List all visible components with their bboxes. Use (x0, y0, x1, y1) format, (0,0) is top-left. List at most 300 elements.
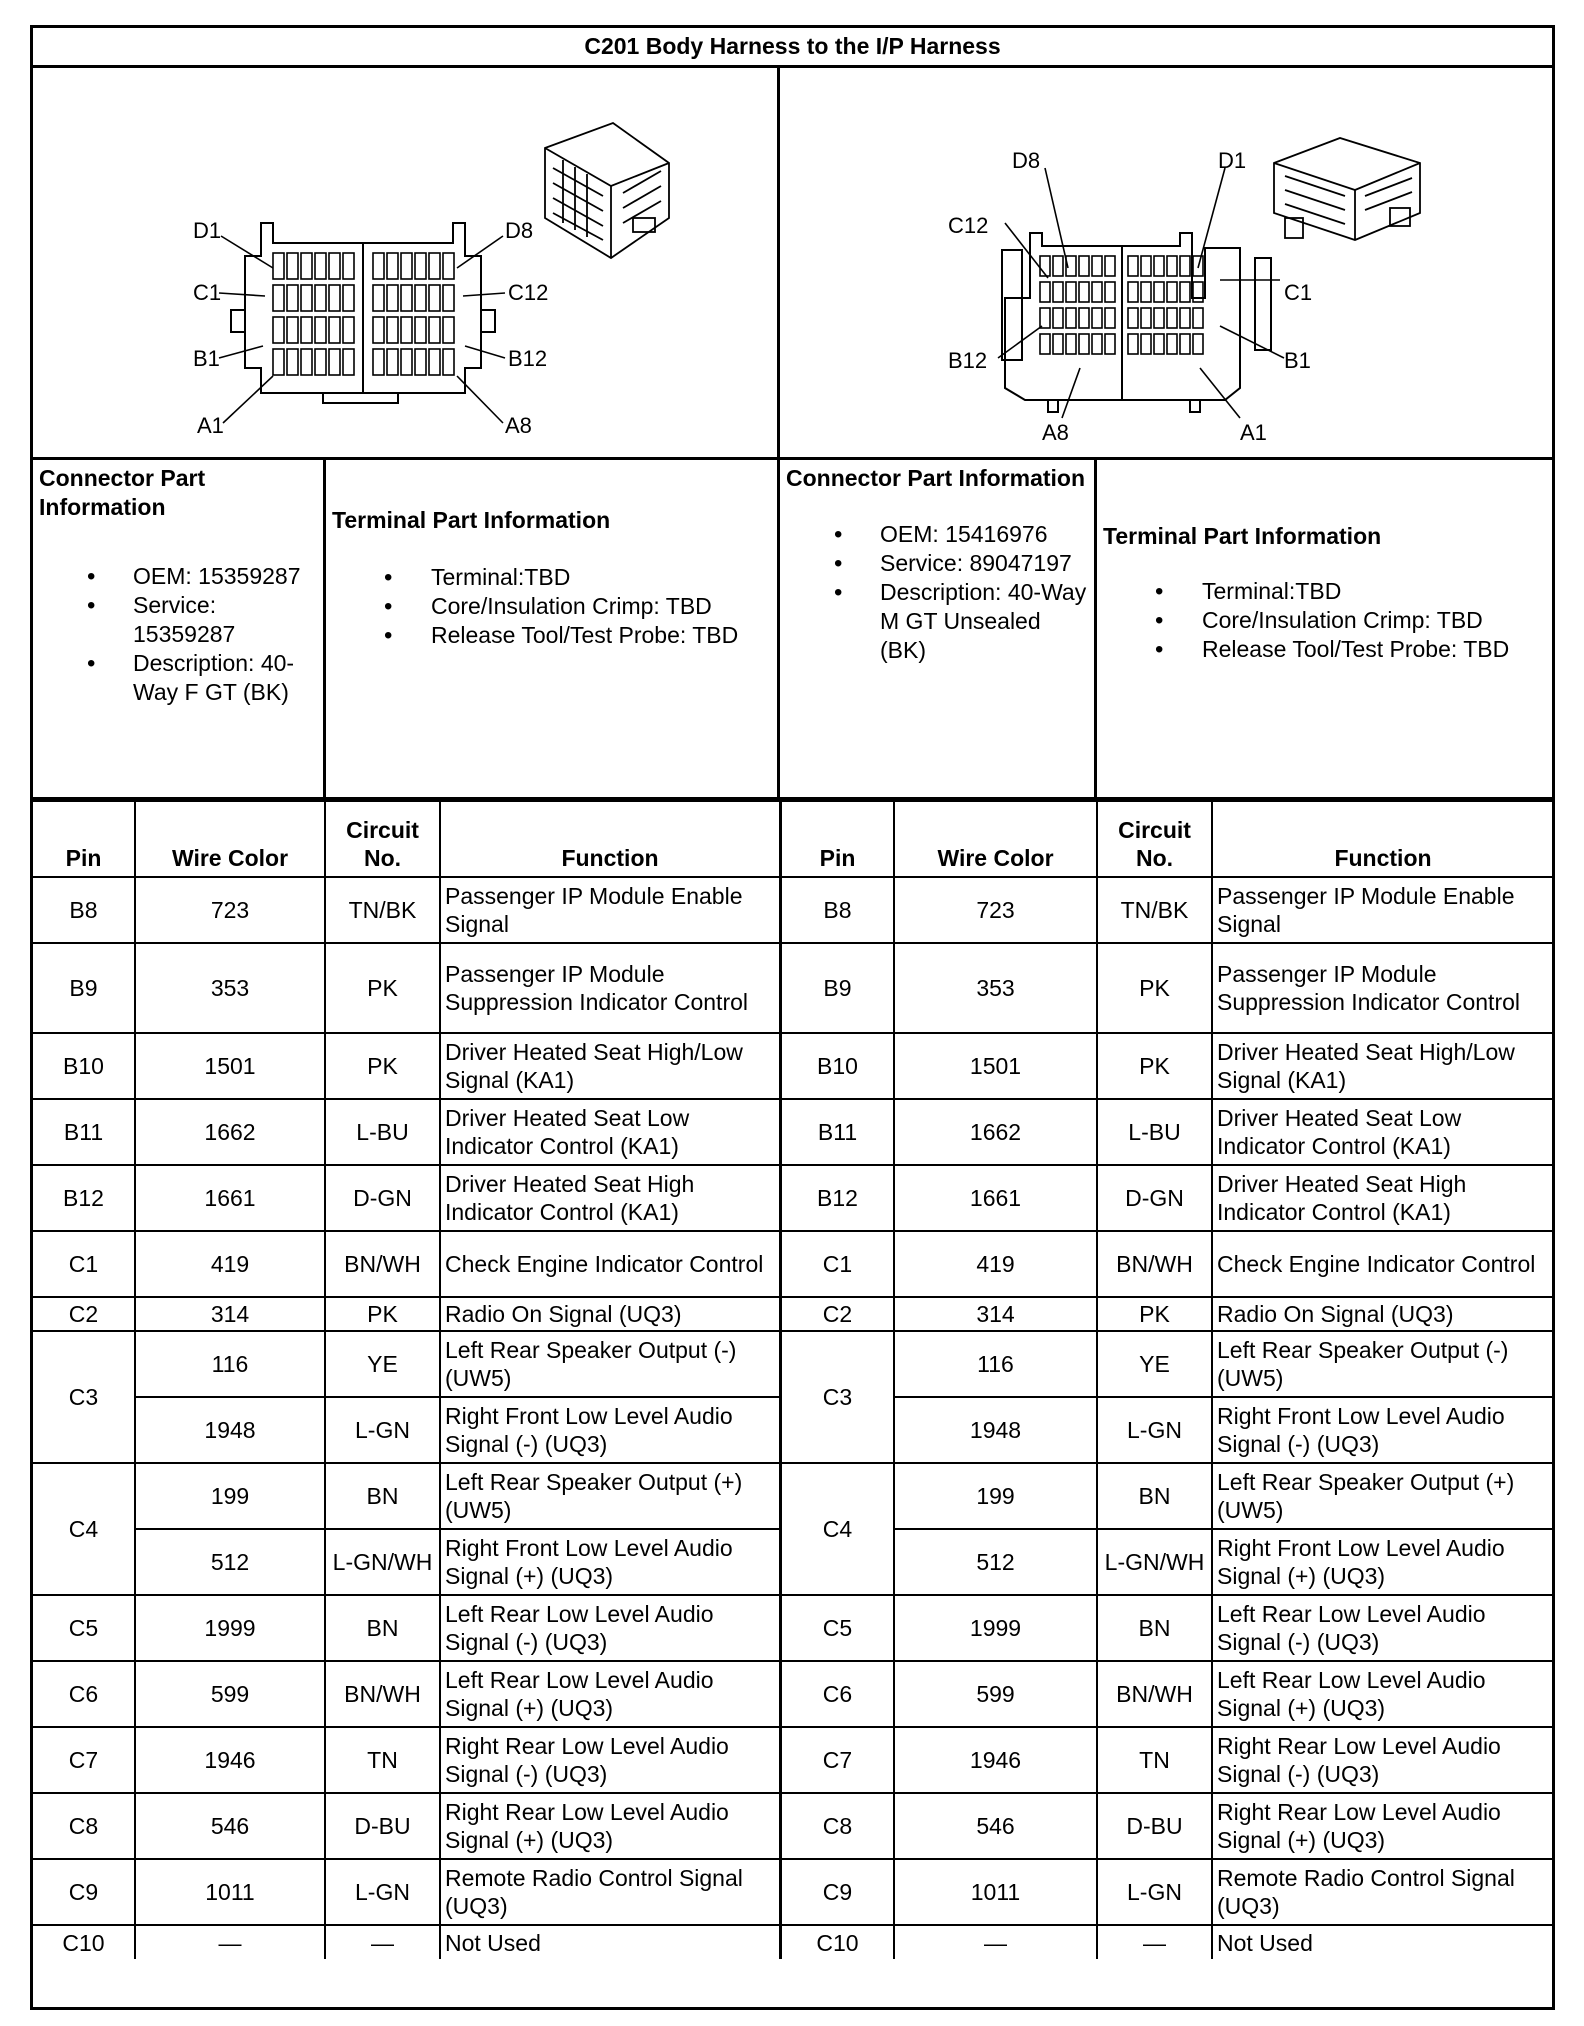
cavity (1128, 256, 1138, 276)
circuit-cell: L-GN (325, 1859, 440, 1925)
cavity (387, 253, 398, 279)
cavity (443, 253, 454, 279)
pin-cell: C5 (33, 1595, 135, 1661)
right-label-b1: B1 (1284, 348, 1311, 373)
cavity (415, 285, 426, 311)
table-row (781, 1165, 1553, 1231)
pin-cell: C2 (33, 1297, 135, 1331)
function-cell: Right Front Low Level Audio Signal (-) (UQ3) (440, 1397, 780, 1463)
cavity (429, 285, 440, 311)
function-cell: Driver Heated Seat Low Indicator Control (KA1) (440, 1099, 780, 1165)
column-header-circuit-no: Circuit No. (1097, 801, 1212, 877)
cavity (1128, 308, 1138, 328)
table-row (33, 943, 780, 1033)
circuit-cell: TN (1097, 1727, 1212, 1793)
cavity (1193, 308, 1203, 328)
left-connector-list (33, 562, 323, 707)
function-cell: Driver Heated Seat High Indicator Control (KA1) (440, 1165, 780, 1231)
cavity (1040, 334, 1050, 354)
right-terminal-header: Terminal Part Information (1103, 523, 1382, 549)
table-row (33, 1165, 780, 1231)
cavity (273, 317, 284, 343)
cavity (401, 349, 412, 375)
column-header-pin: Pin (781, 801, 894, 877)
cavity (315, 317, 326, 343)
cavity (415, 253, 426, 279)
pin-cell: C3 (781, 1331, 894, 1463)
function-cell: Left Rear Speaker Output (-) (UW5) (1212, 1331, 1553, 1397)
function-cell: Right Front Low Level Audio Signal (+) (UQ3) (1212, 1529, 1553, 1595)
right-label-d1: D1 (1218, 148, 1247, 173)
table-row (33, 1727, 780, 1793)
function-cell: Right Rear Low Level Audio Signal (-) (UQ3) (1212, 1727, 1553, 1793)
cavity (315, 349, 326, 375)
function-cell: Left Rear Low Level Audio Signal (+) (UQ3) (440, 1661, 780, 1727)
wire-color-cell: 314 (135, 1297, 325, 1331)
list-item: • OEM: 15416976 (780, 520, 1094, 549)
wire-color-cell: 1946 (135, 1727, 325, 1793)
function-cell: Right Rear Low Level Audio Signal (+) (UQ3) (1212, 1793, 1553, 1859)
wire-color-cell: 546 (135, 1793, 325, 1859)
wire-color-cell: 314 (894, 1297, 1097, 1331)
cavity (373, 253, 384, 279)
pin-cell: C6 (781, 1661, 894, 1727)
function-cell: Left Rear Low Level Audio Signal (-) (UQ3) (440, 1595, 780, 1661)
cavity (1141, 308, 1151, 328)
cavity (1066, 334, 1076, 354)
circuit-cell: D-GN (1097, 1165, 1212, 1231)
pin-cell: C1 (781, 1231, 894, 1297)
wire-color-cell: 1501 (894, 1033, 1097, 1099)
list-item: • Release Tool/Test Probe: TBD (1097, 635, 1552, 664)
function-cell: Not Used (1212, 1925, 1553, 1959)
wire-color-cell: 512 (894, 1529, 1097, 1595)
table-row (781, 1925, 1553, 1959)
left-label-a1: A1 (197, 413, 224, 438)
cavity (415, 349, 426, 375)
cavity (373, 349, 384, 375)
cavity (287, 317, 298, 343)
circuit-cell: PK (1097, 1033, 1212, 1099)
pin-cell: C10 (33, 1925, 135, 1959)
pin-cell: C3 (33, 1331, 135, 1463)
function-cell: Check Engine Indicator Control (1212, 1231, 1553, 1297)
wire-color-cell: 1946 (894, 1727, 1097, 1793)
pin-cell: B8 (781, 877, 894, 943)
left-connector-diagram (33, 68, 780, 460)
left-label-d8: D8 (505, 218, 534, 243)
pin-cell: C8 (33, 1793, 135, 1859)
cavity (429, 317, 440, 343)
function-cell: Check Engine Indicator Control (440, 1231, 780, 1297)
list-item: • Core/Insulation Crimp: TBD (326, 592, 777, 621)
table-row (781, 1793, 1553, 1859)
circuit-cell: BN (1097, 1595, 1212, 1661)
cavity (1167, 308, 1177, 328)
function-cell: Passenger IP Module Enable Signal (440, 877, 780, 943)
list-item: • Terminal:TBD (326, 563, 777, 592)
right-connector-drawing (780, 68, 1552, 457)
circuit-cell: BN/WH (1097, 1231, 1212, 1297)
table-row (781, 1529, 1553, 1595)
list-item: • Description: 40-Way M GT Unsealed (BK) (780, 578, 1094, 665)
circuit-cell: YE (325, 1331, 440, 1397)
function-cell: Passenger IP Module Enable Signal (1212, 877, 1553, 943)
circuit-cell: BN (325, 1595, 440, 1661)
cavity (1092, 256, 1102, 276)
cavity (387, 317, 398, 343)
circuit-cell: YE (1097, 1331, 1212, 1397)
pin-cell: B9 (781, 943, 894, 1033)
cavity (1180, 282, 1190, 302)
table-row (33, 1661, 780, 1727)
table-row (781, 1595, 1553, 1661)
table-row (33, 1793, 780, 1859)
pin-cell: C2 (781, 1297, 894, 1331)
left-pin-table (33, 800, 781, 1959)
right-pin-table (780, 800, 1553, 1959)
pin-cell: C7 (33, 1727, 135, 1793)
list-item: • OEM: 15359287 (33, 562, 323, 591)
right-connector-list (780, 520, 1094, 665)
left-label-c12: C12 (508, 280, 549, 305)
circuit-cell: TN/BK (1097, 877, 1212, 943)
pin-cell: C7 (781, 1727, 894, 1793)
function-cell: Left Rear Speaker Output (+) (UW5) (440, 1463, 780, 1529)
circuit-cell: PK (325, 1297, 440, 1331)
table-row (33, 1529, 780, 1595)
circuit-cell: L-GN (1097, 1397, 1212, 1463)
cavity (1066, 282, 1076, 302)
circuit-cell: PK (325, 1033, 440, 1099)
table-row (33, 1397, 780, 1463)
circuit-cell: BN/WH (325, 1231, 440, 1297)
circuit-cell: BN (325, 1463, 440, 1529)
pin-cell: C1 (33, 1231, 135, 1297)
cavity (1180, 308, 1190, 328)
circuit-cell: PK (1097, 943, 1212, 1033)
cavity (1167, 256, 1177, 276)
cavity (1040, 308, 1050, 328)
right-terminal-part-info (1097, 460, 1552, 800)
function-cell: Driver Heated Seat Low Indicator Control (KA1) (1212, 1099, 1553, 1165)
wire-color-cell: 512 (135, 1529, 325, 1595)
cavity (429, 253, 440, 279)
column-header-wire-color: Wire Color (894, 801, 1097, 877)
pin-cell: C4 (33, 1463, 135, 1595)
table-row (33, 1595, 780, 1661)
table-header-row (33, 801, 780, 877)
table-row (33, 1859, 780, 1925)
pin-cell: C9 (781, 1859, 894, 1925)
circuit-cell: L-GN (1097, 1859, 1212, 1925)
wire-color-cell: 1011 (135, 1859, 325, 1925)
cavity (401, 317, 412, 343)
wire-color-cell: — (894, 1925, 1097, 1959)
column-header-function: Function (1212, 801, 1553, 877)
function-cell: Right Front Low Level Audio Signal (-) (UQ3) (1212, 1397, 1553, 1463)
function-cell: Right Rear Low Level Audio Signal (+) (UQ3) (440, 1793, 780, 1859)
table-row (781, 1099, 1553, 1165)
table-row (781, 943, 1553, 1033)
right-pin-rows (781, 877, 1553, 1959)
table-row (781, 877, 1553, 943)
wire-color-cell: — (135, 1925, 325, 1959)
table-row (781, 1331, 1553, 1397)
cavity (287, 253, 298, 279)
wire-color-cell: 116 (135, 1331, 325, 1397)
wire-color-cell: 1999 (135, 1595, 325, 1661)
function-cell: Right Front Low Level Audio Signal (+) (UQ3) (440, 1529, 780, 1595)
table-row (33, 1099, 780, 1165)
circuit-cell: D-BU (325, 1793, 440, 1859)
function-cell: Radio On Signal (UQ3) (1212, 1297, 1553, 1331)
table-header-row (781, 801, 1553, 877)
right-connector-part-info (780, 460, 1097, 800)
circuit-cell: — (1097, 1925, 1212, 1959)
right-terminal-list (1097, 577, 1552, 664)
left-connector-drawing (33, 68, 777, 457)
cavity (329, 285, 340, 311)
left-terminal-header: Terminal Part Information (332, 507, 611, 533)
table-row (781, 1297, 1553, 1331)
cavity (373, 317, 384, 343)
list-item: • Service: 89047197 (780, 549, 1094, 578)
left-label-b12: B12 (508, 346, 548, 371)
wire-color-cell: 599 (894, 1661, 1097, 1727)
cavity (443, 285, 454, 311)
cavity (301, 285, 312, 311)
cavity (1053, 308, 1063, 328)
wire-color-cell: 199 (135, 1463, 325, 1529)
pin-cell: B12 (33, 1165, 135, 1231)
cavity (273, 253, 284, 279)
function-cell: Right Rear Low Level Audio Signal (-) (UQ3) (440, 1727, 780, 1793)
cavity (373, 285, 384, 311)
cavity (1105, 282, 1115, 302)
cavity (1128, 282, 1138, 302)
function-cell: Left Rear Low Level Audio Signal (+) (UQ3) (1212, 1661, 1553, 1727)
cavity (1141, 282, 1151, 302)
cavity (273, 285, 284, 311)
left-label-c1: C1 (193, 280, 222, 305)
left-label-d1: D1 (193, 218, 222, 243)
table-row (781, 1661, 1553, 1727)
cavity (1180, 256, 1190, 276)
pin-cell: B12 (781, 1165, 894, 1231)
cavity (401, 253, 412, 279)
cavity (1180, 334, 1190, 354)
column-header-function: Function (440, 801, 780, 877)
right-label-c1: C1 (1284, 280, 1313, 305)
wire-color-cell: 723 (894, 877, 1097, 943)
cavity (1053, 256, 1063, 276)
pin-cell: C4 (781, 1463, 894, 1595)
function-cell: Remote Radio Control Signal (UQ3) (1212, 1859, 1553, 1925)
wire-color-cell: 599 (135, 1661, 325, 1727)
wire-color-cell: 353 (135, 943, 325, 1033)
function-cell: Left Rear Speaker Output (-) (UW5) (440, 1331, 780, 1397)
circuit-cell: PK (1097, 1297, 1212, 1331)
circuit-cell: L-GN (325, 1397, 440, 1463)
pin-cell: C9 (33, 1859, 135, 1925)
wire-color-cell: 546 (894, 1793, 1097, 1859)
pin-cell: B10 (781, 1033, 894, 1099)
list-item: • Description: 40-Way F GT (BK) (33, 649, 323, 707)
left-connector-3d-icon (545, 123, 669, 258)
function-cell: Passenger IP Module Suppression Indicator Control (440, 943, 780, 1033)
circuit-cell: BN (1097, 1463, 1212, 1529)
pin-cell: C8 (781, 1793, 894, 1859)
cavity (1053, 334, 1063, 354)
wire-color-cell: 1999 (894, 1595, 1097, 1661)
column-header-pin: Pin (33, 801, 135, 877)
left-pin-rows (33, 877, 780, 1959)
column-header-wire-color: Wire Color (135, 801, 325, 877)
table-row (781, 1463, 1553, 1529)
right-label-a1: A1 (1240, 420, 1267, 445)
function-cell: Driver Heated Seat High Indicator Control (KA1) (1212, 1165, 1553, 1231)
function-cell: Radio On Signal (UQ3) (440, 1297, 780, 1331)
cavity (301, 253, 312, 279)
circuit-cell: — (325, 1925, 440, 1959)
cavity (1105, 308, 1115, 328)
cavity (1079, 282, 1089, 302)
cavity (1154, 334, 1164, 354)
cavity (1128, 334, 1138, 354)
function-cell: Not Used (440, 1925, 780, 1959)
left-connector-part-info (33, 460, 326, 800)
function-cell: Left Rear Low Level Audio Signal (-) (UQ3) (1212, 1595, 1553, 1661)
table-row (33, 877, 780, 943)
cavity (343, 285, 354, 311)
cavity (401, 285, 412, 311)
right-label-c12: C12 (948, 213, 989, 238)
function-cell: Driver Heated Seat High/Low Signal (KA1) (440, 1033, 780, 1099)
table-row (781, 1727, 1553, 1793)
pin-cell: C6 (33, 1661, 135, 1727)
wire-color-cell: 1011 (894, 1859, 1097, 1925)
circuit-cell: D-BU (1097, 1793, 1212, 1859)
table-row (33, 1925, 780, 1959)
cavity (443, 317, 454, 343)
list-item: • Release Tool/Test Probe: TBD (326, 621, 777, 650)
cavity (1105, 256, 1115, 276)
function-cell: Driver Heated Seat High/Low Signal (KA1) (1212, 1033, 1553, 1099)
cavity (443, 349, 454, 375)
column-header-circuit-no: Circuit No. (325, 801, 440, 877)
wire-color-cell: 353 (894, 943, 1097, 1033)
cavity (1066, 308, 1076, 328)
cavity (343, 253, 354, 279)
wire-color-cell: 1661 (894, 1165, 1097, 1231)
list-item: • Core/Insulation Crimp: TBD (1097, 606, 1552, 635)
cavity (1167, 282, 1177, 302)
table-row (781, 1033, 1553, 1099)
right-label-b12: B12 (948, 348, 988, 373)
cavity (1141, 334, 1151, 354)
wire-color-cell: 1661 (135, 1165, 325, 1231)
cavity (1141, 256, 1151, 276)
cavity (429, 349, 440, 375)
cavity (1092, 308, 1102, 328)
cavity (301, 317, 312, 343)
cavity (315, 253, 326, 279)
cavity (287, 285, 298, 311)
circuit-cell: L-GN/WH (325, 1529, 440, 1595)
cavity (1092, 282, 1102, 302)
wire-color-cell: 419 (135, 1231, 325, 1297)
pin-cell: C5 (781, 1595, 894, 1661)
circuit-cell: L-BU (1097, 1099, 1212, 1165)
pin-cell: B8 (33, 877, 135, 943)
cavity (1167, 334, 1177, 354)
table-row (33, 1033, 780, 1099)
cavity (1040, 282, 1050, 302)
wire-color-cell: 1948 (894, 1397, 1097, 1463)
cavity (1154, 308, 1164, 328)
cavity (315, 285, 326, 311)
cavity (1193, 334, 1203, 354)
pin-cell: B11 (33, 1099, 135, 1165)
circuit-cell: BN/WH (1097, 1661, 1212, 1727)
wire-color-cell: 199 (894, 1463, 1097, 1529)
wire-color-cell: 1501 (135, 1033, 325, 1099)
right-connector-3d-icon (1274, 138, 1420, 240)
left-label-a8: A8 (505, 413, 532, 438)
circuit-cell: PK (325, 943, 440, 1033)
right-connector-diagram (780, 68, 1552, 460)
wire-color-cell: 1662 (894, 1099, 1097, 1165)
cavity (1092, 334, 1102, 354)
cavity (387, 285, 398, 311)
left-terminal-part-info (326, 460, 780, 800)
right-label-d8: D8 (1012, 148, 1041, 173)
cavity (415, 317, 426, 343)
left-terminal-list (326, 563, 777, 650)
pin-cell: B11 (781, 1099, 894, 1165)
left-label-b1: B1 (193, 346, 220, 371)
page-title: C201 Body Harness to the I/P Harness (33, 28, 1552, 68)
circuit-cell: TN/BK (325, 877, 440, 943)
cavity (329, 317, 340, 343)
wire-color-cell: 419 (894, 1231, 1097, 1297)
cavity (301, 349, 312, 375)
table-row (33, 1463, 780, 1529)
table-row (33, 1331, 780, 1397)
cavity (273, 349, 284, 375)
cavity (343, 349, 354, 375)
function-cell: Left Rear Speaker Output (+) (UW5) (1212, 1463, 1553, 1529)
function-cell: Passenger IP Module Suppression Indicator Control (1212, 943, 1553, 1033)
circuit-cell: L-GN/WH (1097, 1529, 1212, 1595)
table-row (33, 1297, 780, 1331)
right-connector-header: Connector Part Information (786, 465, 1086, 491)
left-connector-header: Connector Part Information (39, 465, 206, 520)
cavity (329, 253, 340, 279)
wire-color-cell: 723 (135, 877, 325, 943)
cavity (329, 349, 340, 375)
circuit-cell: BN/WH (325, 1661, 440, 1727)
list-item: • Service: 15359287 (33, 591, 323, 649)
cavity (387, 349, 398, 375)
pin-cell: B9 (33, 943, 135, 1033)
right-label-a8: A8 (1042, 420, 1069, 445)
cavity (287, 349, 298, 375)
connector-sheet (30, 25, 1555, 2010)
cavity (1079, 308, 1089, 328)
wire-color-cell: 1948 (135, 1397, 325, 1463)
